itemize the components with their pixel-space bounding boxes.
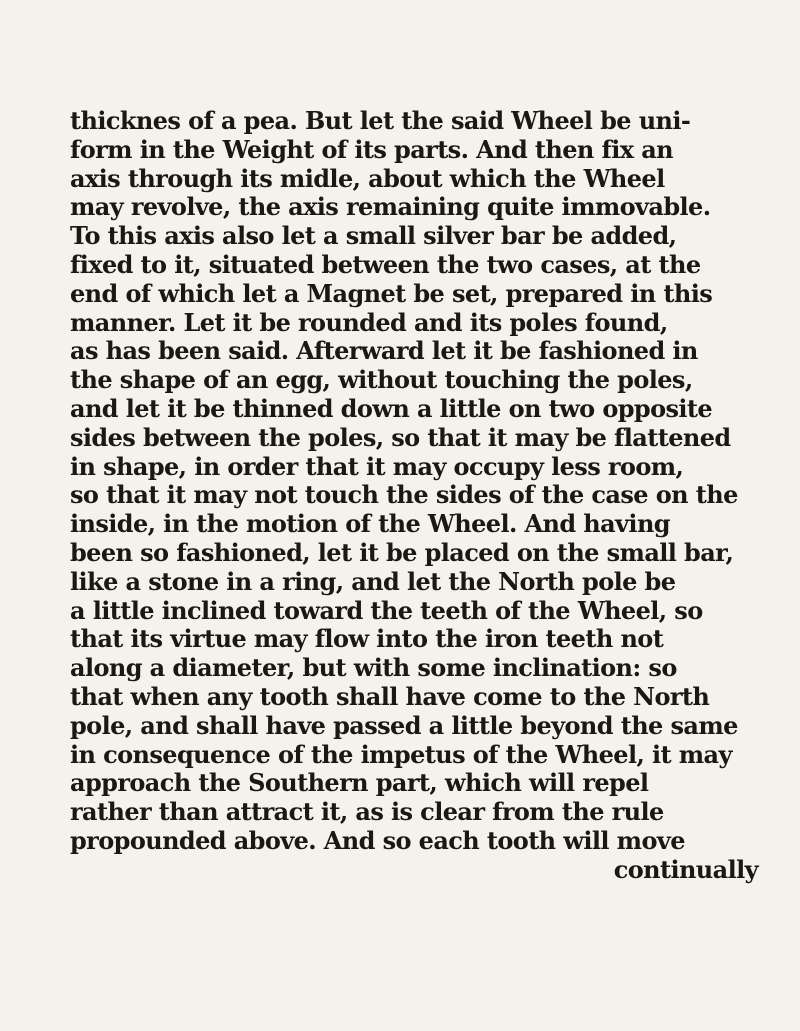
text-line: rather than attract it, as is clear from the rule — [70, 797, 664, 827]
text-line: approach the Southern part, which will repel — [70, 768, 649, 798]
text-line: so that it may not touch the sides of the case on the — [70, 480, 738, 510]
text-line: been so fashioned, let it be placed on the small bar, — [70, 537, 734, 567]
text-line: axis through its midle, about which the Wheel — [70, 163, 665, 193]
text-line: propounded above. And so each tooth will move — [70, 825, 685, 855]
text-line: fixed to it, situated between the two cases, at the — [70, 249, 701, 279]
catchword: continually — [613, 854, 758, 884]
text-line: end of which let a Magnet be set, prepared in this — [70, 278, 713, 308]
text-line: the shape of an egg, without touching the poles, — [70, 365, 693, 395]
text-line: that its virtue may flow into the iron teeth not — [70, 624, 664, 654]
text-line: thicknes of a pea. But let the said Wheel be uni- — [70, 106, 691, 135]
text-line: along a diameter, but with some inclination: so — [70, 653, 677, 683]
text-line: and let it be thinned down a little on two opposite — [70, 393, 713, 423]
text-line: like a stone in a ring, and let the North pole be — [70, 566, 676, 596]
text-line: manner. Let it be rounded and its poles found, — [70, 307, 668, 337]
text-line: in consequence of the impetus of the Wheel, it may — [70, 739, 732, 769]
text-line: in shape, in order that it may occupy less room, — [70, 451, 684, 481]
text-line: as has been said. Afterward let it be fashioned in — [70, 336, 698, 366]
text-line: a little inclined toward the teeth of the Wheel, so — [70, 595, 703, 625]
text-line: that when any tooth shall have come to the North — [70, 681, 710, 711]
text-line: inside, in the motion of the Wheel. And having — [70, 509, 670, 539]
text-line: form in the Weight of its parts. And then fix an — [70, 134, 674, 164]
text-line: sides between the poles, so that it may be flattened — [70, 422, 731, 452]
text-line: may revolve, the axis remaining quite immovable. — [70, 192, 711, 222]
text-line: To this axis also let a small silver bar be added, — [70, 221, 677, 251]
text-block — [70, 107, 770, 885]
text-line: pole, and shall have passed a little beyond the same — [70, 710, 738, 740]
